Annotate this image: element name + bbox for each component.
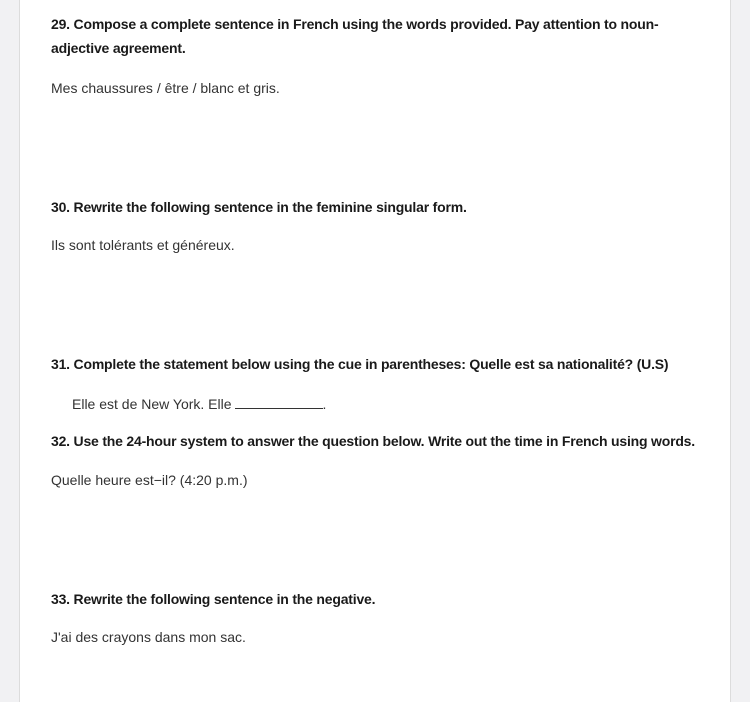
- answer-blank[interactable]: [235, 396, 323, 409]
- question-32-title: 32. Use the 24-hour system to answer the question below. Write out the time in French using words.: [51, 433, 695, 449]
- question-33-prompt: J'ai des crayons dans mon sac.: [51, 629, 246, 645]
- question-29-title: 29. Compose a complete sentence in French using the words provided. Pay attention to noun-adjective agreement.: [51, 16, 659, 56]
- question-29-prompt: Mes chaussures / être / blanc et gris.: [51, 80, 280, 96]
- question-30-prompt: Ils sont tolérants et généreux.: [51, 237, 235, 253]
- question-31-prompt: Elle est de New York. Elle: [72, 396, 232, 412]
- question-30-title: 30. Rewrite the following sentence in the feminine singular form.: [51, 199, 467, 215]
- question-33-title: 33. Rewrite the following sentence in the negative.: [51, 591, 376, 607]
- question-31-prompt-line: [72, 395, 326, 413]
- question-31-title: 31. Complete the statement below using the cue in parentheses: Quelle est sa nationalité? (U.S): [51, 356, 669, 372]
- question-32-prompt: Quelle heure est−il? (4:20 p.m.): [51, 472, 248, 488]
- worksheet-page: [19, 0, 731, 702]
- question-31-prompt-end: .: [322, 396, 327, 412]
